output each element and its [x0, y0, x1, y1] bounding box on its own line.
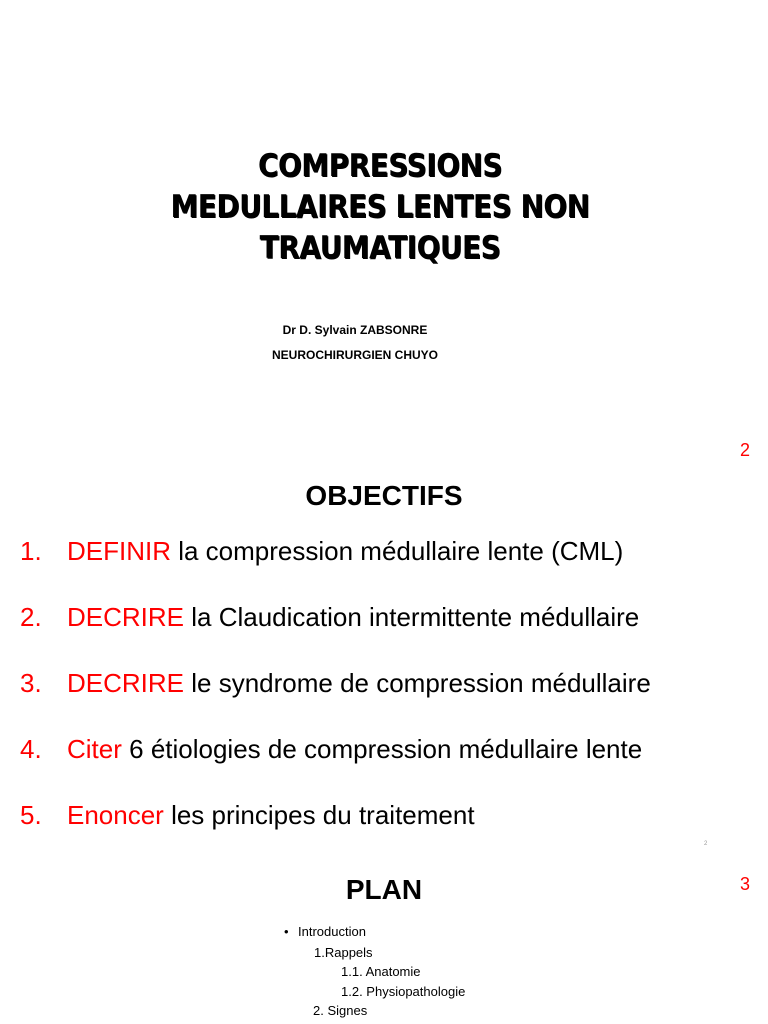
- slide-footer-number: 2: [704, 841, 708, 847]
- objective-verb: Citer: [67, 734, 122, 764]
- objective-number: 2.: [20, 602, 42, 632]
- plan-item-physiopathologie: [341, 984, 465, 999]
- objective-item: [20, 668, 750, 699]
- document-title: [80, 146, 680, 269]
- author-name: Dr D. Sylvain ZABSONRE: [282, 323, 428, 337]
- objective-text: la compression médullaire lente (CML): [171, 536, 624, 566]
- objective-verb: DECRIRE: [67, 602, 185, 632]
- plan-item-introduction: [284, 924, 366, 939]
- objective-item: [20, 734, 750, 765]
- objective-text: le syndrome de compression médullaire: [184, 668, 651, 698]
- title-line-1: COMPRESSIONS: [257, 148, 503, 184]
- objective-text: les principes du traitement: [163, 800, 475, 830]
- title-line-3: TRAUMATIQUES: [259, 230, 501, 266]
- objective-text: la Claudication intermittente médullaire: [184, 602, 640, 632]
- objective-verb: Enoncer: [67, 800, 164, 830]
- bullet-icon: •: [284, 924, 289, 939]
- objective-number: 4.: [20, 734, 42, 764]
- objective-item: [20, 800, 750, 831]
- title-line-2: MEDULLAIRES LENTES NON: [170, 189, 590, 225]
- plan-item-label: 1.Rappels: [314, 945, 373, 960]
- objective-text: 6 étiologies de compression médullaire lente: [121, 734, 643, 764]
- plan-item-rappels: [314, 945, 373, 960]
- objectives-heading: OBJECTIFS: [305, 480, 463, 511]
- objective-number: 1.: [20, 536, 42, 566]
- plan-item-signes: [313, 1003, 367, 1018]
- objective-number: 3.: [20, 668, 42, 698]
- objective-item: [20, 602, 750, 633]
- slide-number-2: 2: [740, 440, 751, 460]
- objective-verb: DEFINIR: [67, 536, 171, 566]
- plan-item-label: Introduction: [298, 924, 366, 939]
- author-role: NEUROCHIRURGIEN CHUYO: [271, 348, 438, 362]
- slide-number-3: 3: [740, 874, 751, 894]
- objective-verb: DECRIRE: [67, 668, 185, 698]
- objective-number: 5.: [20, 800, 42, 830]
- plan-item-label: 1.2. Physiopathologie: [341, 984, 466, 999]
- plan-heading: PLAN: [345, 874, 423, 905]
- objective-item: [20, 536, 750, 567]
- plan-item-label: 2. Signes: [313, 1003, 368, 1018]
- plan-item-label: 1.1. Anatomie: [341, 964, 421, 979]
- plan-item-anatomie: [341, 964, 421, 979]
